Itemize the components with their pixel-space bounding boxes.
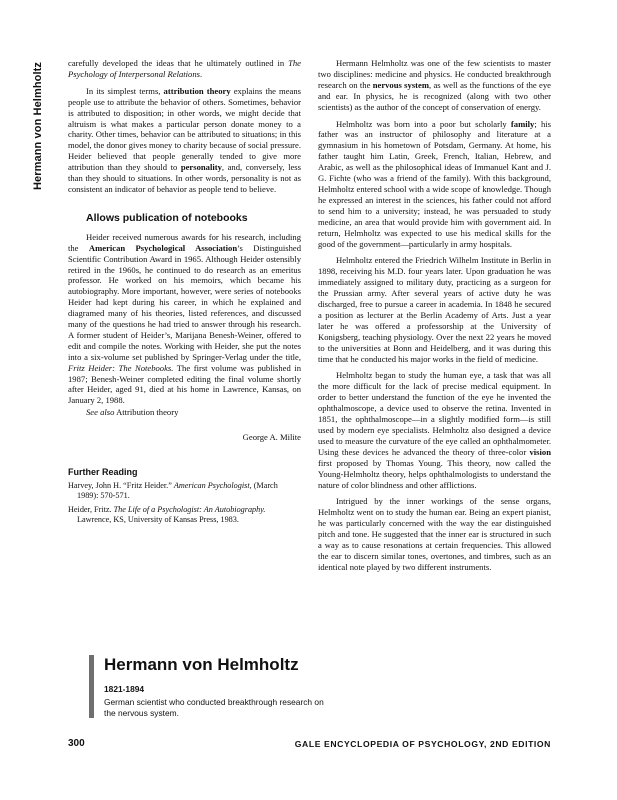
entry-description: German scientist who conducted breakthrough research on the nervous system.: [104, 697, 324, 718]
book-title: The Life of a Psychologist: An Autobiography.: [113, 504, 266, 514]
paragraph: [68, 232, 301, 407]
see-also: [68, 407, 301, 418]
text: The first volume was published in 1987; Benesh-Weiner completed editing the final volume shortly after Heider, aged 91, died at his home in Lawrence, Kansas, on January 2, 1988.: [68, 362, 301, 406]
text: ’s Distinguished Scientific Contribution Award in 1965. Although Heider ostensibly retired in the 1960s, he continued to do research as an emeritus professor. He worked on his memoirs, which became his autobiography. More important, however, were series of notebooks Heider had kept during his career, in which he explained and diagramed many of his theories, listed references, and discussed many of the questions he had tried to answer through his research. A former student of Heider’s, Marijana Benesh-Weiner, offered to edit and compile the notes. Working with Heider, she put the notes into a six-volume set published by Springer-Verlag under the title,: [68, 242, 302, 362]
entry-dates: 1821-1894: [104, 684, 145, 694]
paragraph: [318, 58, 551, 113]
reference-item: [68, 505, 301, 526]
book-title: The Psychology of Interpersonal Relations: [68, 58, 301, 79]
running-head: [24, 60, 64, 200]
left-column: [68, 58, 301, 529]
book-title: Fritz Heider: The Notebooks.: [68, 362, 174, 373]
paragraph: Helmholtz entered the Friedrich Wilhelm Institute in Berlin in 1898, receiving his M.D. four years later. Upon graduation he was immediately assigned to military duty, practicing as a surgeon for the Prussian army. After several years of active duty he was discharged, free to pursue a career in academia. In 1848 he secured a position as lecturer at the Berlin Academy of Arts. Just a year later he was offered a professorship at the University of Konigsberg, teaching physiology. Over the next 22 years he moved to the universities at Bonn and Heidelberg, and it was during this time that he conducted his major works in the field of medicine.: [318, 255, 551, 364]
reference-item: [68, 481, 301, 502]
text: explains the means people use to attribute the behavior of others. Sometimes, behavior is attributed to disposition; in other words, we might decide that altruism is what makes a particular person donate money to a charity. Other times, behavior can be attributed to situations; in this model, the donor gives money to charity because of social pressure. Heider believed that people generally tended to give more attribution than they should to: [68, 85, 301, 173]
paragraph: Intrigued by the inner workings of the sense organs, Helmholtz went on to study the human ear. Being an expert pianist, he was particularly concerned with the way the ear distinguished pitch and tone. He suggested that the inner ear is structured in such a way as to cause resonations at certain frequencies. This allowed the ear to discern similar tones, overtones, and timbres, such as an identical note played by two different instruments.: [318, 496, 551, 572]
author-signature: George A. Milite: [242, 432, 301, 443]
glossary-term[interactable]: vision: [529, 446, 551, 457]
text: carefully developed the ideas that he ultimately outlined in: [68, 58, 289, 68]
page-number: 300: [68, 738, 85, 749]
entry-title: Hermann von Helmholtz: [104, 655, 299, 674]
paragraph: [318, 370, 551, 490]
text: , as well as the functions of the eye and ear. In physics, he is recognized (along with two other scientists) as the author of the concept of conservation of energy.: [318, 79, 551, 112]
paragraph: [318, 119, 551, 250]
right-column: [318, 58, 551, 573]
text: , and, conversely, less than they should to situations. In other words, personality is not as consistent an indicator of behavior as people tend to believe.: [68, 162, 301, 194]
glossary-term[interactable]: attribution theory: [163, 85, 231, 96]
text: ; his father was an instructor of philosophy and literature at a gymnasium in his hometown of Potsdam, Germany. At home, his father taught him Latin, Greek, French, Italian, Hebrew, and Arabic, as well as the philosophical ideas of Immanuel Kant and J. G. Fichte (who was a friend of the family). With this background, Helmholtz entered school with a wide scope of knowledge. Though he expressed an interest in the sciences, his father could not afford to send him to a university; instead, he was persuaded to study medicine, an area that would provide him with government aid. In return, Helmholtz was expected to use his medical skills for the good of the government—particularly in army hospitals.: [318, 118, 551, 249]
glossary-term[interactable]: nervous system: [372, 79, 429, 90]
text: .: [200, 68, 203, 79]
text: Lawrence, KS, University of Kansas Press, 1983.: [77, 515, 239, 525]
text: first proposed by Thomas Young. This theory, now called the Young-Helmholtz theory, helps ophthalmologists to understand the nature of color blindness and other afflictions.: [318, 457, 551, 490]
running-head-text: Hermann von Helmholtz: [32, 61, 44, 191]
paragraph: [68, 58, 301, 80]
text: Helmholtz began to study the human eye, a task that was all the more difficult for the lack of precise medical equipment. In order to better understand the function of the eye he invented the ophthalmoscope, a device used to observe the retina. Invented in 1851, the ophthalmoscope—in a slightly modified form—is still used by modern eye specialists. Helmholtz also designed a device used to measure the curvature of the eye called an ophthalmometer. Using these devices he advanced the theory of three-color: [318, 370, 551, 457]
publication-title: GALE ENCYCLOPEDIA OF PSYCHOLOGY, 2ND EDITION: [294, 739, 551, 749]
see-also-link[interactable]: Attribution theory: [114, 407, 179, 418]
entry-header: [89, 655, 324, 718]
glossary-term[interactable]: personality: [180, 162, 222, 173]
text: (March 1989): 570-571.: [77, 481, 278, 501]
text: Heider, Fritz.: [68, 504, 114, 514]
see-also-label: See also: [86, 407, 115, 418]
glossary-term[interactable]: American Psychological Association: [88, 242, 238, 253]
book-title: American Psychologist,: [173, 481, 252, 490]
further-reading-heading: Further Reading: [68, 467, 138, 478]
text: Heider received numerous awards for his research, including the: [68, 231, 301, 253]
paragraph: [68, 86, 301, 195]
text: Hermann Helmholtz was one of the few scientists to master two disciplines: medicine and physics. He conducted breakthrough research on the: [318, 58, 551, 90]
glossary-term[interactable]: family: [510, 118, 535, 129]
text: Helmholtz was born into a poor but scholarly: [336, 118, 511, 129]
section-heading: Allows publication of notebooks: [86, 211, 248, 224]
page-footer: [68, 738, 551, 752]
text: In its simplest terms,: [86, 85, 164, 96]
text: Harvey, John H. “Fritz Heider.”: [68, 481, 174, 490]
